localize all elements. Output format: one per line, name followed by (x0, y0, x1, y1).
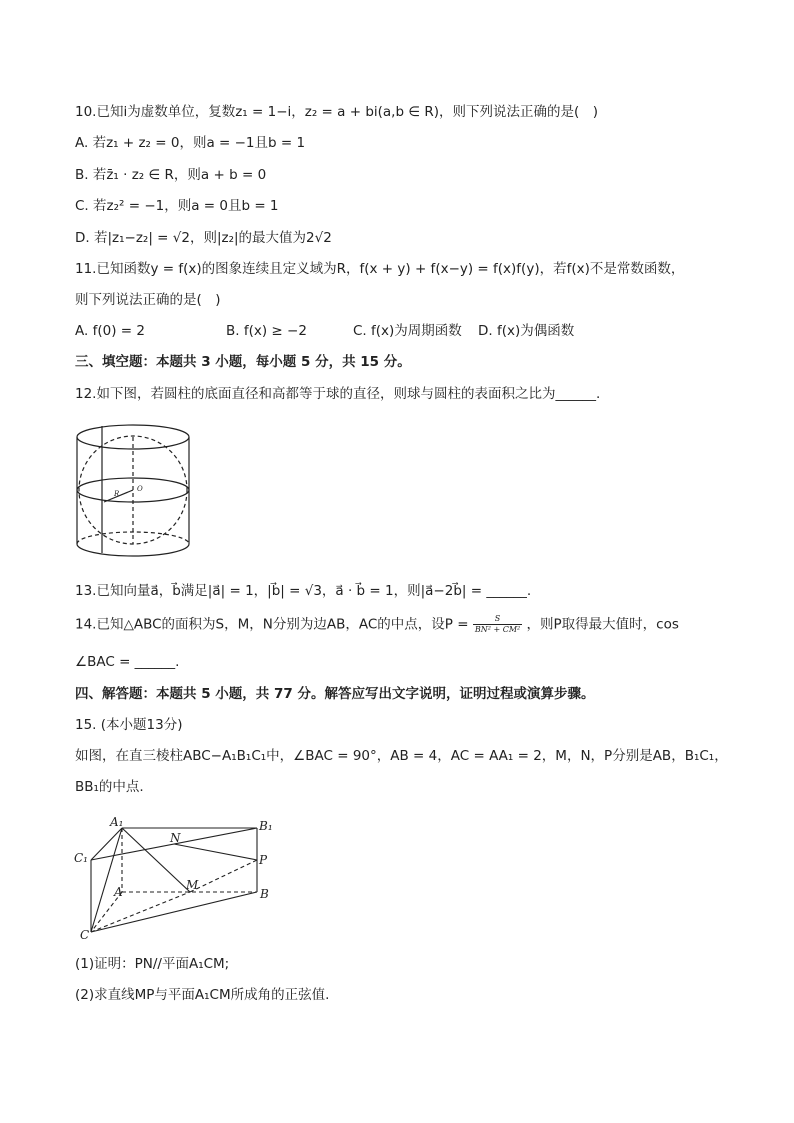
q11-stem: 11.已知函数y = f(x)的图象连续且定义域为R，f(x + y) + f(x−y) = f(x)f(y)，若f(x)不是常数函数， (75, 261, 685, 277)
q11-stem-continued: 则下列说法正确的是( ) (75, 292, 221, 308)
fig2-label-a: A (114, 885, 123, 899)
q10-option-b: B. 若z̄₁ · z₂ ∈ R，则a + b = 0 (75, 167, 267, 183)
q14-fraction-denominator: BN² + CM² (474, 625, 521, 634)
prism-figure (70, 812, 280, 942)
fig2-label-a1: A₁ (110, 815, 124, 829)
q10-option-c: C. 若z₂² = −1，则a = 0且b = 1 (75, 198, 279, 214)
q14-stem (75, 614, 679, 635)
fig2-label-b: B (260, 887, 269, 901)
q15-part1: (1)证明：PN//平面A₁CM; (75, 956, 230, 972)
q14-fraction-numerator: S (473, 614, 522, 625)
q10-option-a: A. 若z₁ + z₂ = 0，则a = −1且b = 1 (75, 135, 306, 151)
q11-option-b: B. f(x) ≥ −2 (226, 323, 307, 339)
q14-stem-continued: ∠BAC = ______. (75, 654, 180, 670)
q15-header: 15. (本小题13分) (75, 717, 183, 733)
q14-fraction (473, 614, 522, 635)
q11-option-a: A. f(0) = 2 (75, 323, 145, 339)
q11-option-c: C. f(x)为周期函数 (353, 323, 462, 339)
q12-stem: 12.如下图，若圆柱的底面直径和高都等于球的直径，则球与圆柱的表面积之比为______. (75, 386, 601, 402)
fig2-label-c1: C₁ (74, 851, 88, 865)
q11-option-d: D. f(x)为偶函数 (478, 323, 575, 339)
fig2-label-m: M (186, 878, 199, 892)
q13-stem: 13.已知向量a⃗，b⃗满足|a⃗| = 1，|b⃗| = √3，a⃗ · b⃗ = 1，则|a⃗−2b⃗| = ______. (75, 583, 532, 599)
q15-stem-continued: BB₁的中点. (75, 779, 144, 795)
q10-stem: 10.已知i为虚数单位，复数z₁ = 1−i，z₂ = a + bi(a,b ∈ R)，则下列说法正确的是( ) (75, 104, 599, 120)
section-4-heading: 四、解答题：本题共 5 小题，共 77 分。解答应写出文字说明，证明过程或演算步骤。 (75, 686, 595, 702)
q14-text-part1: 14.已知△ABC的面积为S，M，N分别为边AB，AC的中点，设P = (75, 616, 469, 633)
fig2-label-p: P (259, 853, 268, 867)
fig1-label-o: O (137, 485, 143, 493)
section-3-heading: 三、填空题：本题共 3 小题，每小题 5 分，共 15 分。 (75, 354, 411, 370)
q15-stem: 如图，在直三棱柱ABC−A₁B₁C₁中，∠BAC = 90°，AB = 4，AC = AA₁ = 2，M，N，P分别是AB，B₁C₁， (75, 748, 728, 764)
fig2-label-n: N (170, 831, 181, 845)
fig2-label-b1: B₁ (259, 819, 273, 833)
fig2-label-c: C (80, 928, 90, 942)
cylinder-sphere-figure (70, 418, 200, 564)
fig1-label-r: R (114, 490, 120, 498)
q10-option-d: D. 若|z₁−z₂| = √2，则|z₂|的最大值为2√2 (75, 230, 332, 246)
q14-text-part2: ，则P取得最大值时，cos (526, 616, 679, 633)
q15-part2: (2)求直线MP与平面A₁CM所成角的正弦值. (75, 987, 330, 1003)
